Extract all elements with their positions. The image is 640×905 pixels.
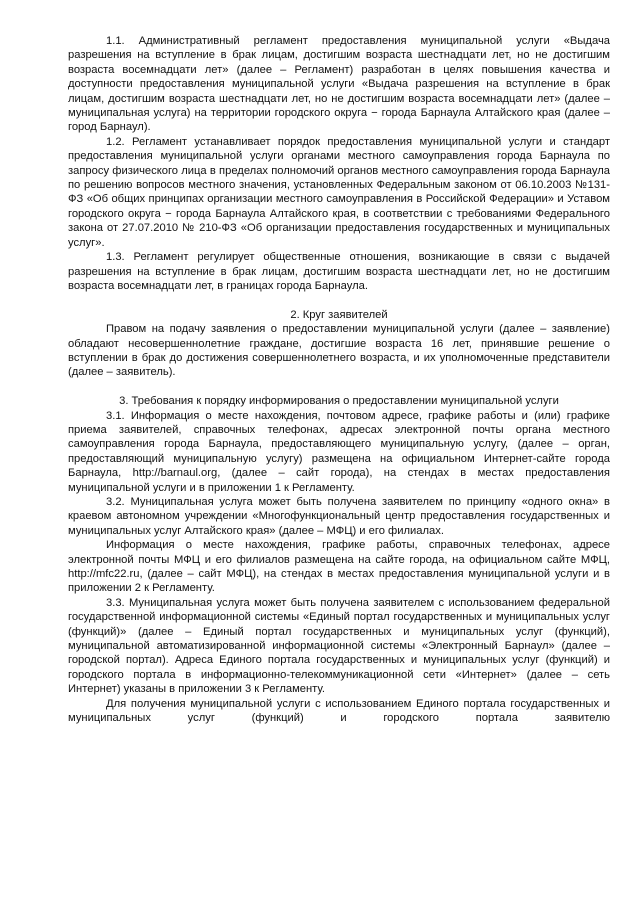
paragraph-1-2: 1.2. Регламент устанавливает порядок предоставления муниципальной услуги и стандарт предоставления муниципальной услуги органами местного самоуправления города Барнаула по запросу физического лица в пределах полномочий органов местного самоуправления города Барнаула по решению вопросов местного значения, установленных Федеральным законом от 06.10.2003 №131-ФЗ «Об общих принципах организации местного самоуправления в Российской Федерации» и Уставом городского округа − города Барнаула Алтайского края, в соответствии с требованиями Федерального закона от 27.07.2010 № 210-ФЗ «Об организации предоставления государственных и муниципальных услуг».	[68, 135, 610, 249]
paragraph-3-3-continued: Для получения муниципальной услуги с использованием Единого портала государственных и муниципальных услуг (функций) и городского портала заявителю	[68, 697, 610, 725]
paragraph-1-1: 1.1. Административный регламент предоставления муниципальной услуги «Выдача разрешения на вступление в брак лицам, достигшим возраста шестнадцати лет, но не достигшим возраста восемнадцати лет» (далее – Регламент) разработан в целях повышения качества и доступности предоставления муниципальной услуги «Выдача разрешения на вступление в брак лицам, достигшим возраста шестнадцати лет, но не достигшим возраста восемнадцати лет» (далее – муниципальная услуга) на территории городского округа − города Барнаула Алтайского края (далее – город Барнаул).	[68, 35, 610, 134]
spacer	[68, 293, 610, 307]
section-2-heading: 2. Круг заявителей	[290, 308, 388, 321]
paragraph-3-2-info: Информация о месте нахождения, графике работы, справочных телефонах, адресе электронной почты МФЦ и его филиалов размещена на сайте города, на официальном сайте МФЦ, http://mfc22.ru, (далее – сайт МФЦ), на стендах в местах предоставления муниципальной услуги и в приложении 2 к Регламенту.	[68, 539, 610, 595]
paragraph-3-3: 3.3. Муниципальная услуга может быть получена заявителем с использованием федеральной государственной информационной системы «Единый портал государственных и муниципальных услуг (функций)» (далее – Единый портал государственных и муниципальных услуг (функций), муниципальной автоматизированной информационной системы «Электронный Барнаул» (далее – городской портал). Адреса Единого портала государственных и муниципальных услуг (функций) и городского портала в информационно-телекоммуникационной сети «Интернет» (далее – сеть Интернет) указаны в приложении 3 к Регламенту.	[68, 596, 610, 696]
paragraph-2-1: Правом на подачу заявления о предоставлении муниципальной услуги (далее – заявление) обладают несовершеннолетние граждане, достигшие возраста 16 лет, принявшие решение о вступлении в брак до достижения совершеннолетнего возраста, и их уполномоченные представители (далее – заявитель).	[68, 323, 610, 379]
paragraph-3-2: 3.2. Муниципальная услуга может быть получена заявителем по принципу «одного окна» в краевом автономном учреждении «Многофункциональный центр предоставления государственных и муниципальных услуг Алтайского края» (далее – МФЦ) и его филиалах.	[68, 495, 610, 537]
paragraph-1-3: 1.3. Регламент регулирует общественные отношения, возникающие в связи с выдачей разрешения на вступление в брак лицам, достигшим возраста шестнадцати лет, но не достигшим возраста восемнадцати лет, в границах города Барнаула.	[68, 251, 610, 292]
document-page	[68, 34, 610, 725]
section-3-heading: 3. Требования к порядку информирования о предоставлении муниципальной услуги	[119, 395, 559, 408]
spacer	[68, 380, 610, 394]
paragraph-3-1: 3.1. Информация о месте нахождения, почтовом адресе, графике работы и (или) графике приема заявителей, справочных телефонах, адресах электронной почты органа местного самоуправления города Барнаула, предоставляющего муниципальную услугу, (далее – орган, предоставляющий муниципальную услугу) размещена на официальном Интернет-сайте города Барнаула, http://barnaul.org, (далее – сайт города), на стендах в местах предоставления муниципальной услуги и в приложении 1 к Регламенту.	[68, 409, 610, 494]
